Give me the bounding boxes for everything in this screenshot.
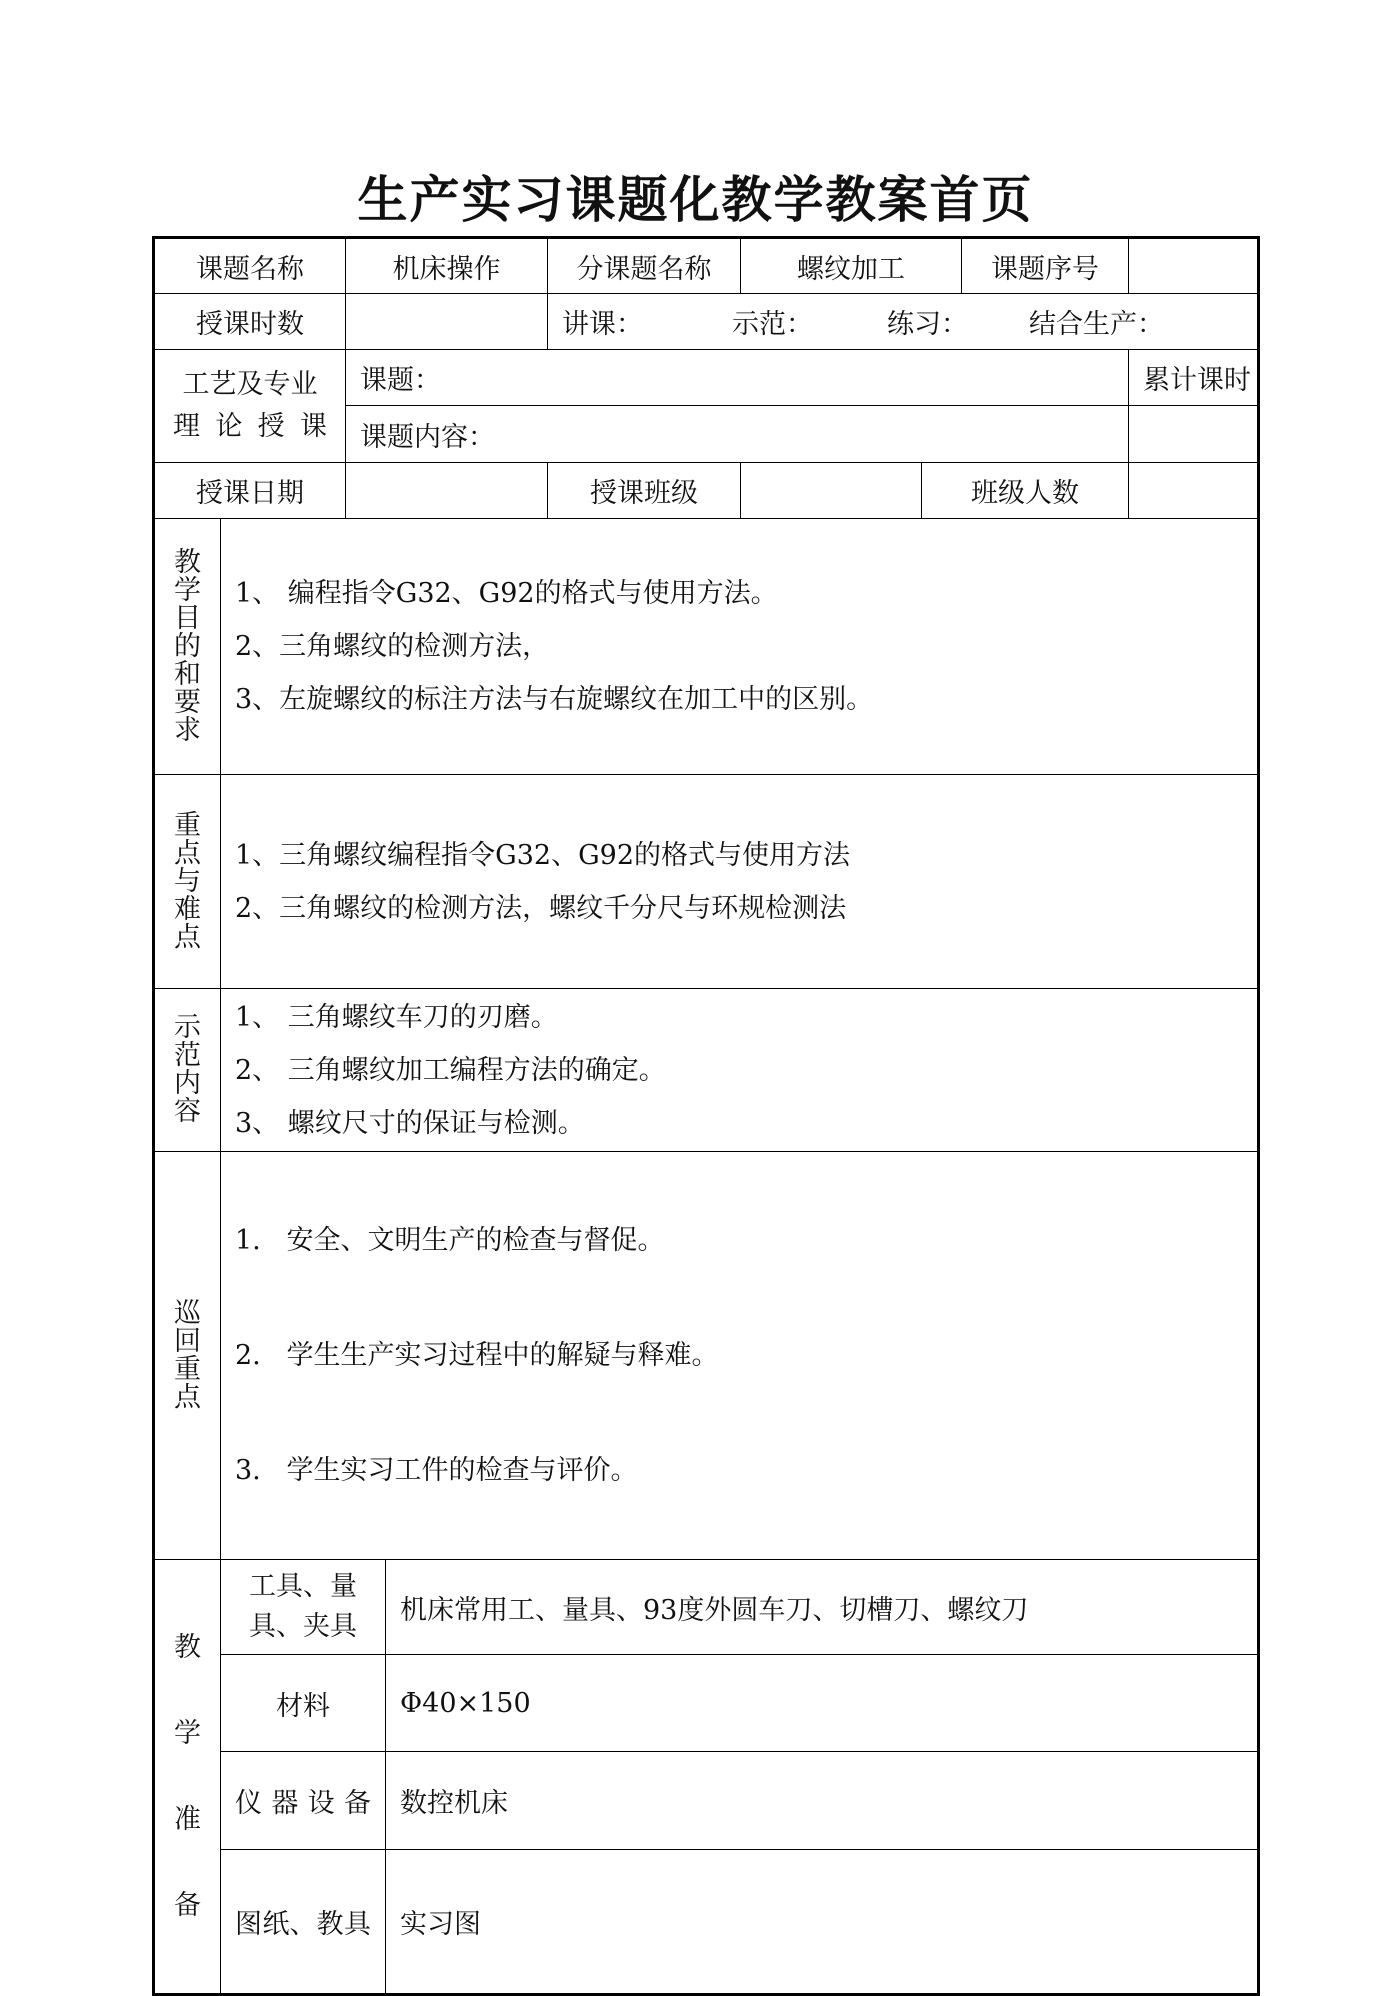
patrol-item: 3. 学生实习工件的检查与评价。 — [235, 1455, 638, 1486]
tools-value: 机床常用工、量具、93度外圆车刀、切槽刀、螺纹刀 — [386, 1560, 1259, 1655]
objective-item: 3、左旋螺纹的标注方法与右旋螺纹在加工中的区别。 — [235, 684, 874, 715]
subcourse-name-label: 分课题名称 — [548, 238, 741, 294]
count-value[interactable] — [1129, 463, 1259, 519]
material-label: 材料 — [221, 1655, 386, 1752]
practice-label: 练习： — [887, 309, 968, 340]
demo-item: 2、 三角螺纹加工编程方法的确定。 — [235, 1054, 666, 1086]
lesson-plan-table — [152, 236, 1260, 1996]
patrol-item: 2. 学生生产实习过程中的解疑与释难。 — [235, 1340, 719, 1371]
date-value[interactable] — [346, 463, 548, 519]
date-label: 授课日期 — [154, 463, 346, 519]
preparation-label: 教 学 准 备 — [154, 1560, 221, 1995]
key-points-label: 重点与难点 — [154, 775, 221, 989]
equipment-value: 数控机床 — [386, 1752, 1259, 1850]
equipment-label: 仪 器 设 备 — [221, 1752, 386, 1850]
key-point-item: 2、三角螺纹的检测方法，螺纹千分尺与环规检测法 — [235, 892, 847, 924]
objective-item: 1、 编程指令G32、G92的格式与使用方法。 — [235, 578, 778, 609]
page-title: 生产实习课题化教学教案首页 — [357, 170, 1034, 229]
demo-content — [221, 989, 1259, 1152]
topic-content-field[interactable]: 课题内容： — [346, 406, 1129, 463]
patrol-item: 1. 安全、文明生产的检查与督促。 — [235, 1225, 665, 1256]
demo-item: 1、 三角螺纹车刀的刃磨。 — [235, 1001, 558, 1033]
topic-field[interactable]: 课题： — [346, 350, 1129, 406]
hours-value[interactable] — [346, 294, 548, 350]
course-name-value[interactable]: 机床操作 — [346, 238, 548, 294]
subcourse-name-value[interactable]: 螺纹加工 — [741, 238, 962, 294]
patrol-content — [221, 1152, 1259, 1560]
hours-breakdown — [548, 294, 1259, 350]
theory-label-line1: 工艺及专业 — [182, 369, 318, 400]
objectives-content — [221, 519, 1259, 775]
objective-item: 2、三角螺纹的检测方法， — [235, 631, 550, 662]
hours-label: 授课时数 — [154, 294, 346, 350]
class-value[interactable] — [741, 463, 922, 519]
course-seq-value[interactable] — [1129, 238, 1259, 294]
demo-content-label: 示范内容 — [154, 989, 221, 1152]
theory-label — [154, 350, 346, 463]
lecture-label: 讲课： — [562, 309, 643, 340]
objectives-label: 教学目的和要求 — [154, 519, 221, 775]
cumulative-hours-value[interactable] — [1129, 406, 1259, 463]
course-seq-label: 课题序号 — [962, 238, 1129, 294]
drawing-value: 实习图 — [386, 1850, 1259, 1995]
key-points-content — [221, 775, 1259, 989]
production-label: 结合生产： — [1029, 309, 1164, 340]
key-point-item: 1、三角螺纹编程指令G32、G92的格式与使用方法 — [235, 839, 851, 871]
cumulative-hours-label: 累计课时 — [1129, 350, 1259, 406]
drawing-label: 图 纸、教 具 — [221, 1850, 386, 1995]
count-label: 班级人数 — [922, 463, 1129, 519]
patrol-label: 巡回重点 — [154, 1152, 221, 1560]
material-value: Φ40×150 — [386, 1655, 1259, 1752]
demo-item: 3、 螺纹尺寸的保证与检测。 — [235, 1107, 585, 1139]
demo-label: 示范： — [732, 309, 813, 340]
course-name-label: 课题名称 — [154, 238, 346, 294]
tools-label: 工具、量具、夹具 — [221, 1560, 386, 1655]
class-label: 授课班级 — [548, 463, 741, 519]
theory-label-line2: 理 论 授 课 — [173, 411, 327, 442]
